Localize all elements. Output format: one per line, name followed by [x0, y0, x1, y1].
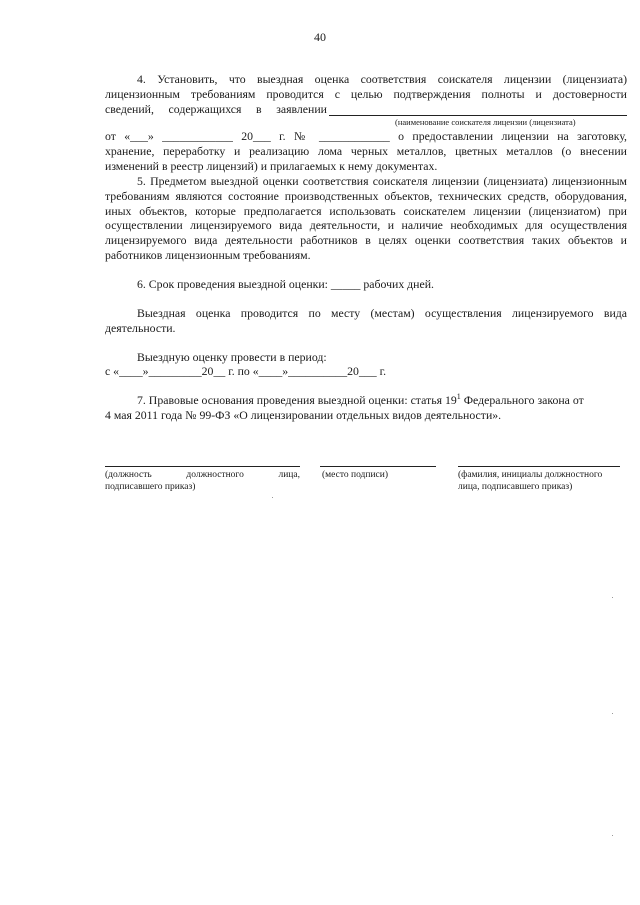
- place-signature-line: [320, 466, 436, 467]
- scan-speck: [272, 497, 273, 498]
- name-caption-line2: лица, подписавшего приказ): [458, 482, 573, 492]
- item4-line6: изменений в реестр лицензий) и прилагаемых к нему документах.: [105, 159, 438, 173]
- place-caption: (место подписи): [322, 470, 389, 480]
- scan-speck: [612, 597, 613, 598]
- item4-line4: от «___» ____________ 20___ г. № ____________ о предоставлении лицензии на заготовку,: [105, 129, 627, 143]
- item4-line3: сведений, содержащихся в заявлении: [105, 102, 327, 116]
- item5-paragraph: 5. Предметом выездной оценки соответствия соискателя лицензии (лицензиата) лицензионным требованиям являются состояние производственных объектов, технических средств, оборудования, иных объектов, которые предполагается использовать соискателем лицензии (лицензиатом) при осуществлении лицензируемого вида деятельности, и наличие необходимых для осуществления лицензируемого вида деятельности работников в целях оценки соответствия таких объектов и работников лицензионным требованиям.: [105, 174, 627, 262]
- item6-term: 6. Срок проведения выездной оценки: _____ рабочих дней.: [137, 277, 434, 291]
- item7-text-end: Федерального закона от: [460, 393, 584, 407]
- assessment-place: Выездная оценка проводится по месту (местам) осуществления лицензируемого вида деятельности.: [105, 306, 627, 335]
- name-caption-line1: (фамилия, инициалы должностного: [458, 470, 603, 480]
- item4-line2: лицензионным требованиям проводится с целью подтверждения полноты и достоверности: [105, 87, 627, 101]
- applicant-name-field: [329, 115, 627, 116]
- article-superscript: 1: [456, 392, 461, 402]
- item7-text: 7. Правовые основания проведения выездной оценки: статья 19: [137, 393, 457, 407]
- item7-line1: [137, 393, 627, 408]
- period-title: Выездную оценку провести в период:: [137, 350, 327, 364]
- period-dates: с «____»_________20__ г. по «____»__________20___ г.: [105, 364, 387, 378]
- scan-speck: [612, 835, 613, 836]
- scan-speck: [612, 713, 613, 714]
- item7-line2: 4 мая 2011 года № 99-ФЗ «О лицензировании отдельных видов деятельности».: [105, 408, 502, 422]
- item4-line5: хранение, переработку и реализацию лома черных металлов, цветных металлов (о внесении: [105, 144, 627, 158]
- item4-line1: 4. Установить, что выездная оценка соответствия соискателя лицензии (лицензиата): [137, 72, 627, 86]
- position-signature-line: [105, 466, 300, 467]
- position-caption-line1: (должность должностного лица,: [105, 470, 300, 480]
- position-caption-line2: подписавшего приказ): [105, 482, 196, 492]
- page-number: 40: [314, 30, 326, 44]
- name-signature-line: [458, 466, 620, 467]
- applicant-name-caption: (наименование соискателя лицензии (лицензиата): [395, 117, 576, 127]
